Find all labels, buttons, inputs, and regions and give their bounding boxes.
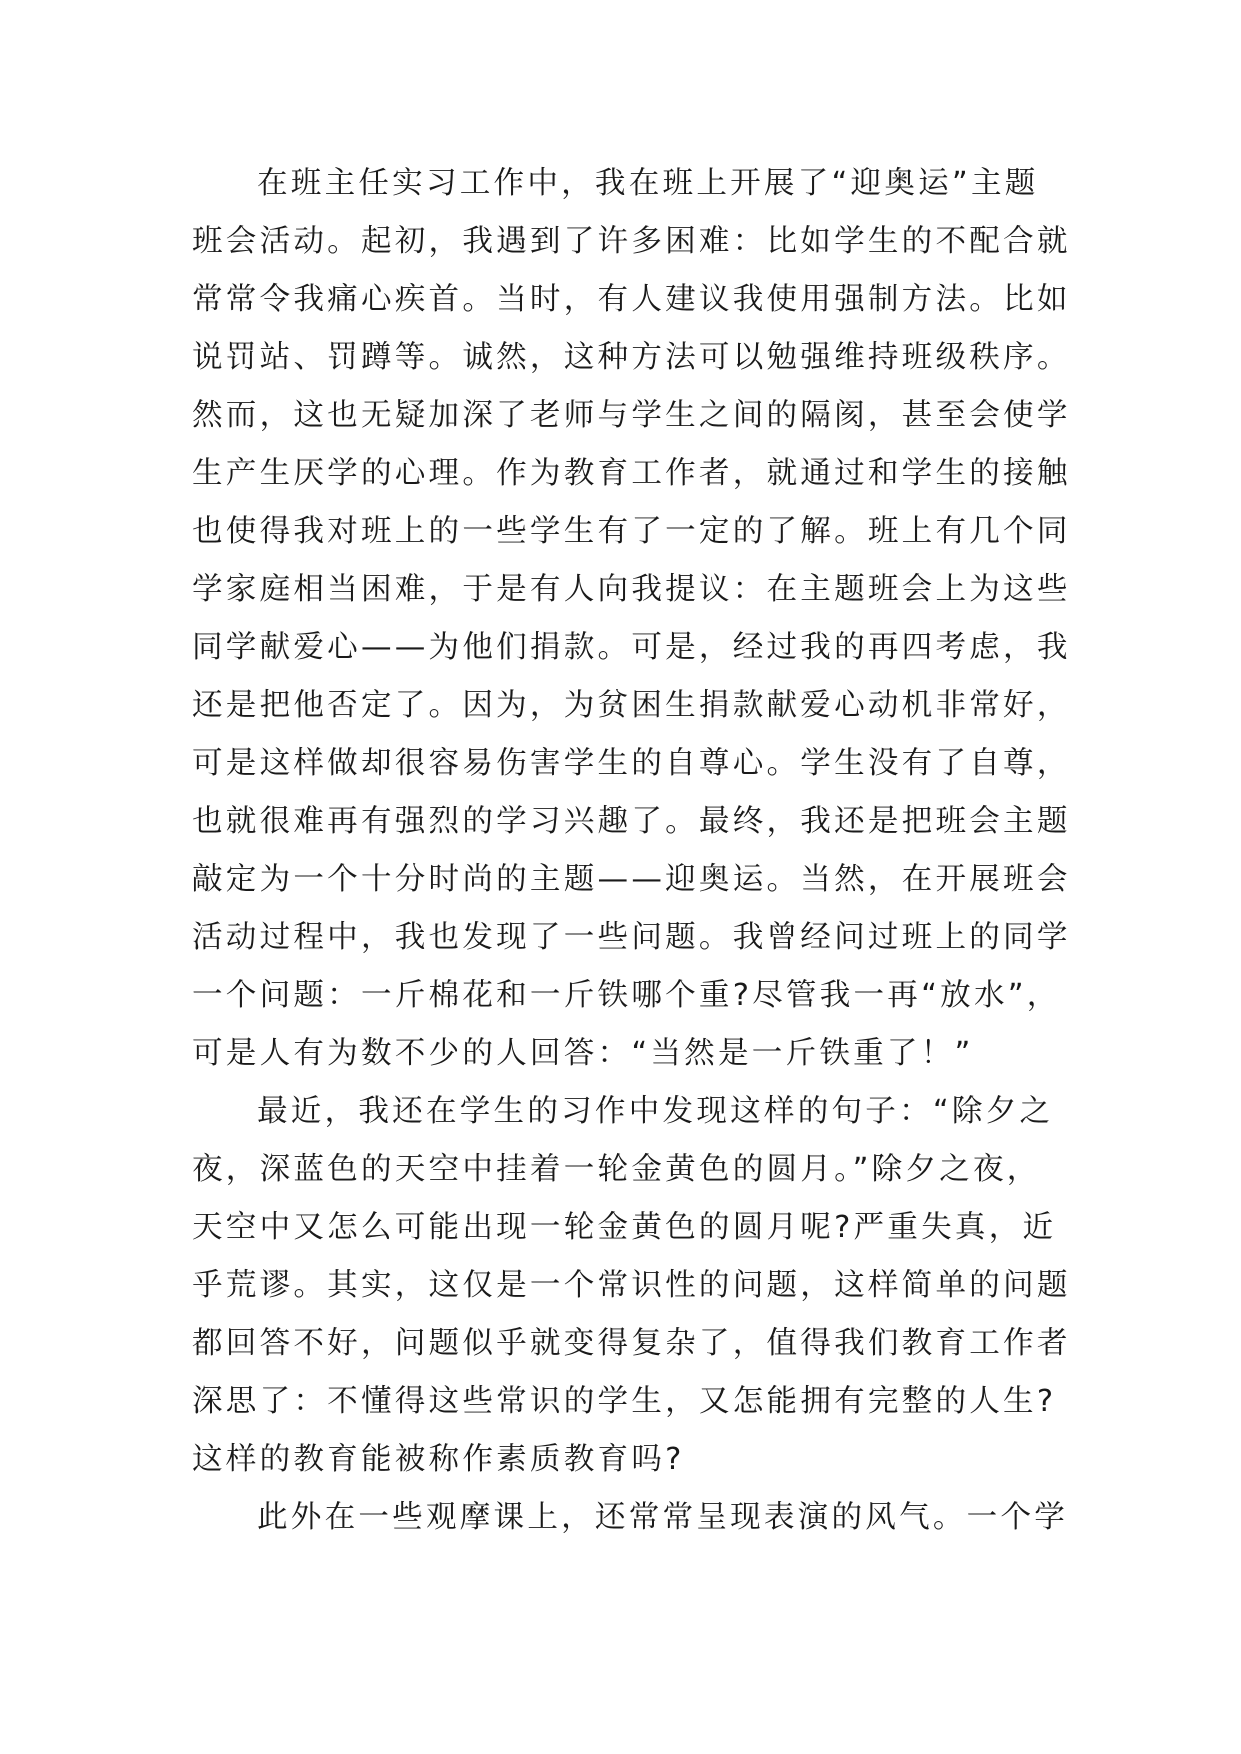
paragraph-line: 最近，我还在学生的习作中发现这样的句子：“除夕之 bbox=[257, 1094, 1054, 1129]
paragraph-line: 生产生厌学的心理。作为教育工作者，就通过和学生的接触 bbox=[192, 456, 1071, 491]
paragraph-line: 然而，这也无疑加深了老师与学生之间的隔阂，甚至会使学 bbox=[192, 398, 1071, 433]
paragraph-line: 也就很难再有强烈的学习兴趣了。最终，我还是把班会主题 bbox=[192, 804, 1071, 839]
paragraph-line: 在班主任实习工作中，我在班上开展了“迎奥运”主题 bbox=[257, 166, 1039, 201]
paragraph-line: 夜，深蓝色的天空中挂着一轮金黄色的圆月。”除夕之夜， bbox=[192, 1152, 1041, 1187]
paragraph-line: 说罚站、罚蹲等。诚然，这种方法可以勉强维持班级秩序。 bbox=[192, 340, 1071, 375]
paragraph-line: 同学献爱心——为他们捐款。可是，经过我的再四考虑，我 bbox=[192, 630, 1071, 665]
paragraph-line: 天空中又怎么可能出现一轮金黄色的圆月呢?严重失真，近 bbox=[192, 1210, 1057, 1245]
paragraph-line: 学家庭相当困难，于是有人向我提议：在主题班会上为这些 bbox=[192, 572, 1071, 607]
paragraph-line: 这样的教育能被称作素质教育吗? bbox=[192, 1442, 685, 1477]
paragraph-line: 可是人有为数不少的人回答：“当然是一斤铁重了！” bbox=[192, 1036, 974, 1071]
paragraph-line: 还是把他否定了。因为，为贫困生捐款献爱心动机非常好， bbox=[192, 688, 1071, 723]
paragraph-line: 此外在一些观摩课上，还常常呈现表演的风气。一个学 bbox=[257, 1500, 1069, 1535]
paragraph-line: 班会活动。起初，我遇到了许多困难：比如学生的不配合就 bbox=[192, 224, 1071, 259]
paragraph-line: 都回答不好，问题似乎就变得复杂了，值得我们教育工作者 bbox=[192, 1326, 1071, 1361]
body-text bbox=[192, 155, 1071, 1547]
paragraph-line: 深思了：不懂得这些常识的学生，又怎能拥有完整的人生? bbox=[192, 1384, 1057, 1419]
paragraph-line: 一个问题：一斤棉花和一斤铁哪个重?尽管我一再“放水”， bbox=[192, 978, 1061, 1013]
paragraph-line: 敲定为一个十分时尚的主题——迎奥运。当然，在开展班会 bbox=[192, 862, 1071, 897]
paragraph-line: 常常令我痛心疾首。当时，有人建议我使用强制方法。比如 bbox=[192, 282, 1071, 317]
paragraph-line: 乎荒谬。其实，这仅是一个常识性的问题，这样简单的问题 bbox=[192, 1268, 1071, 1303]
paragraph-line: 活动过程中，我也发现了一些问题。我曾经问过班上的同学 bbox=[192, 920, 1071, 955]
paragraph-line: 可是这样做却很容易伤害学生的自尊心。学生没有了自尊， bbox=[192, 746, 1071, 781]
paragraph-line: 也使得我对班上的一些学生有了一定的了解。班上有几个同 bbox=[192, 514, 1071, 549]
